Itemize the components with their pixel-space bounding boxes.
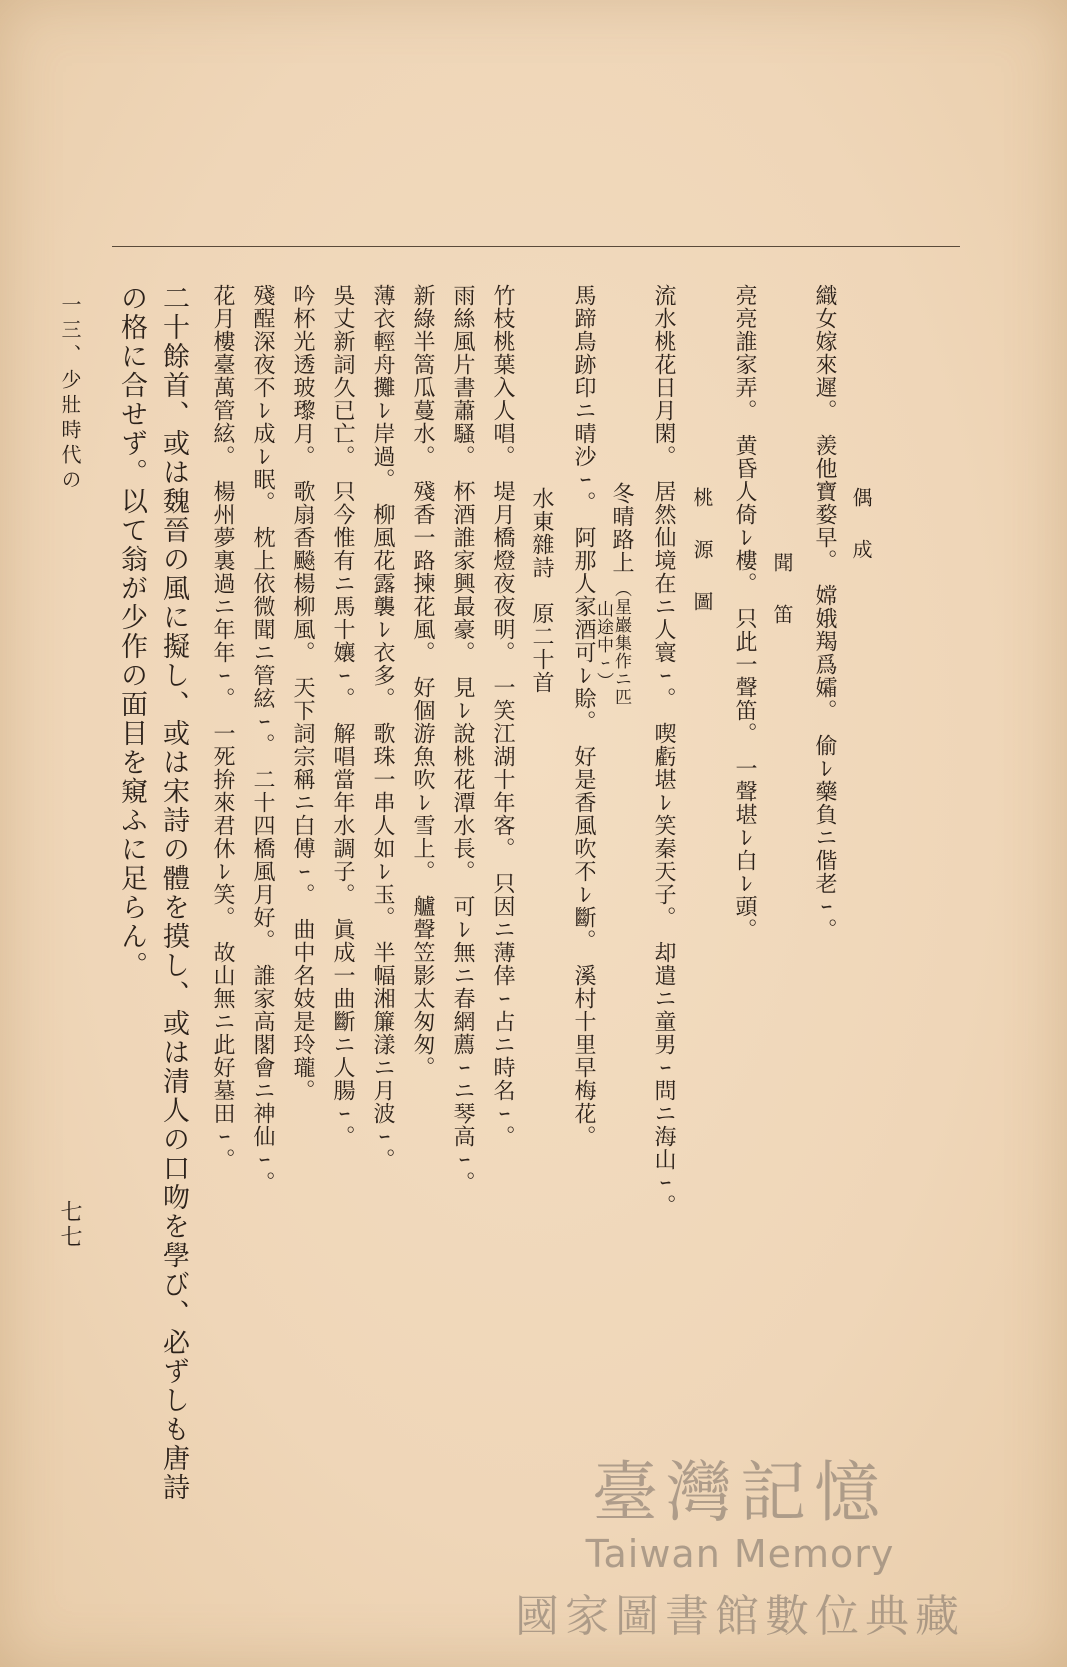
poem-line: 亮亮誰家弄。 黄昏人倚ﾚ樓。 只此一聲笛。 一聲堪ﾚ白ﾚ頭。 [732, 284, 757, 941]
poem-line: 竹枝桃葉入人唱。 堤月橋燈夜夜明。 一笑江湖十年客。 只因ニ薄倖ｰ占ニ時名ｰ。 [490, 284, 515, 1148]
poem-line: 馬蹄鳥跡印ニ晴沙ｰ。 阿那人家酒可ﾚ賒。 好是香風吹不ﾚ斷。 溪村十里早梅花。 [571, 284, 596, 1148]
poem-line: 流水桃花日月閑。 居然仙境在ニ人寰ｰ。 喫虧堪ﾚ笑秦天子。 却遣ニ童男ｰ問ニ海山ｰ。 [651, 284, 676, 1217]
poem-title-fuyubare: 冬晴路上 [609, 482, 634, 574]
header-rule [112, 246, 960, 247]
poem-line: 織女嫁來遲。 羨他寶婺早。 嫦娥羯爲孀。 偷ﾚ藥負ニ偕老ｰ。 [812, 284, 837, 941]
poem-line: 薄衣輕舟攤ﾚ岸過。 柳風花露襲ﾚ衣多。 歌珠一串人如ﾚ玉。 半幅湘簾漾ニ月波ｰ。 [370, 284, 395, 1171]
poem-title-note: （星巖集作ニ匹 [611, 580, 631, 706]
watermark [470, 1454, 1010, 1644]
poem-title-togenzu: 桃 源 圖 [690, 487, 714, 617]
running-head: 一三、少壯時代の [58, 294, 82, 494]
poem-title-note: 山途中ｰ） [593, 600, 613, 690]
commentary-line: 二十餘首、或は魏晉の風に擬し、或は宋詩の體を摸し、或は清人の口吻を學び、必ずしも唐詩 [158, 284, 189, 1502]
poem-line: 雨絲風片書蕭騷。 杯酒誰家興最豪。 見ﾚ說桃花潭水長。 可ﾚ無ニ春網薦ｰニ琴高ｰ。 [450, 284, 475, 1194]
poem-line: 吟杯光透玻瓈月。 歌扇香飈楊柳風。 天下詞宗稱ニ白傅ｰ。 曲中名妓是玲瓏。 [290, 284, 315, 1102]
watermark-title: 臺灣記憶 [592, 1454, 888, 1531]
poem-line: 新綠半篙瓜蔓水。 殘香一路揀花風。 好個游魚吹ﾚ雪上。 艫聲笠影太匆匆。 [410, 284, 435, 1079]
commentary-line: の格に合せず。以て翁が少作の面目を窺ふに足らん。 [116, 284, 147, 980]
watermark-subtitle: 國家圖書館數位典藏 [515, 1591, 965, 1642]
poem-title-suito: 水東雜詩 原二十首 [529, 487, 554, 694]
poem-line: 殘酲深夜不ﾚ成ﾚ眠。 枕上依微聞ニ管絃ｰ。 二十四橋風月好。 誰家高閣會ニ神仙ｰ。 [250, 284, 275, 1194]
poem-title-ouseki: 偶 成 [849, 487, 873, 565]
page-number: 七七 [57, 1200, 82, 1250]
poem-title-wenteki: 聞 笛 [770, 552, 794, 630]
watermark-english: Taiwan Memory [585, 1532, 895, 1576]
poem-line: 吳丈新詞久已亡。 只今惟有ニ馬十孃ｰ。 解唱當年水調子。 眞成一曲斷ニ人腸ｰ。 [330, 284, 355, 1148]
poem-line: 花月樓臺萬管絃。 楊州夢裏過ニ年年ｰ。 一死拚來君休ﾚ笑。 故山無ニ此好墓田ｰ。 [210, 284, 235, 1171]
